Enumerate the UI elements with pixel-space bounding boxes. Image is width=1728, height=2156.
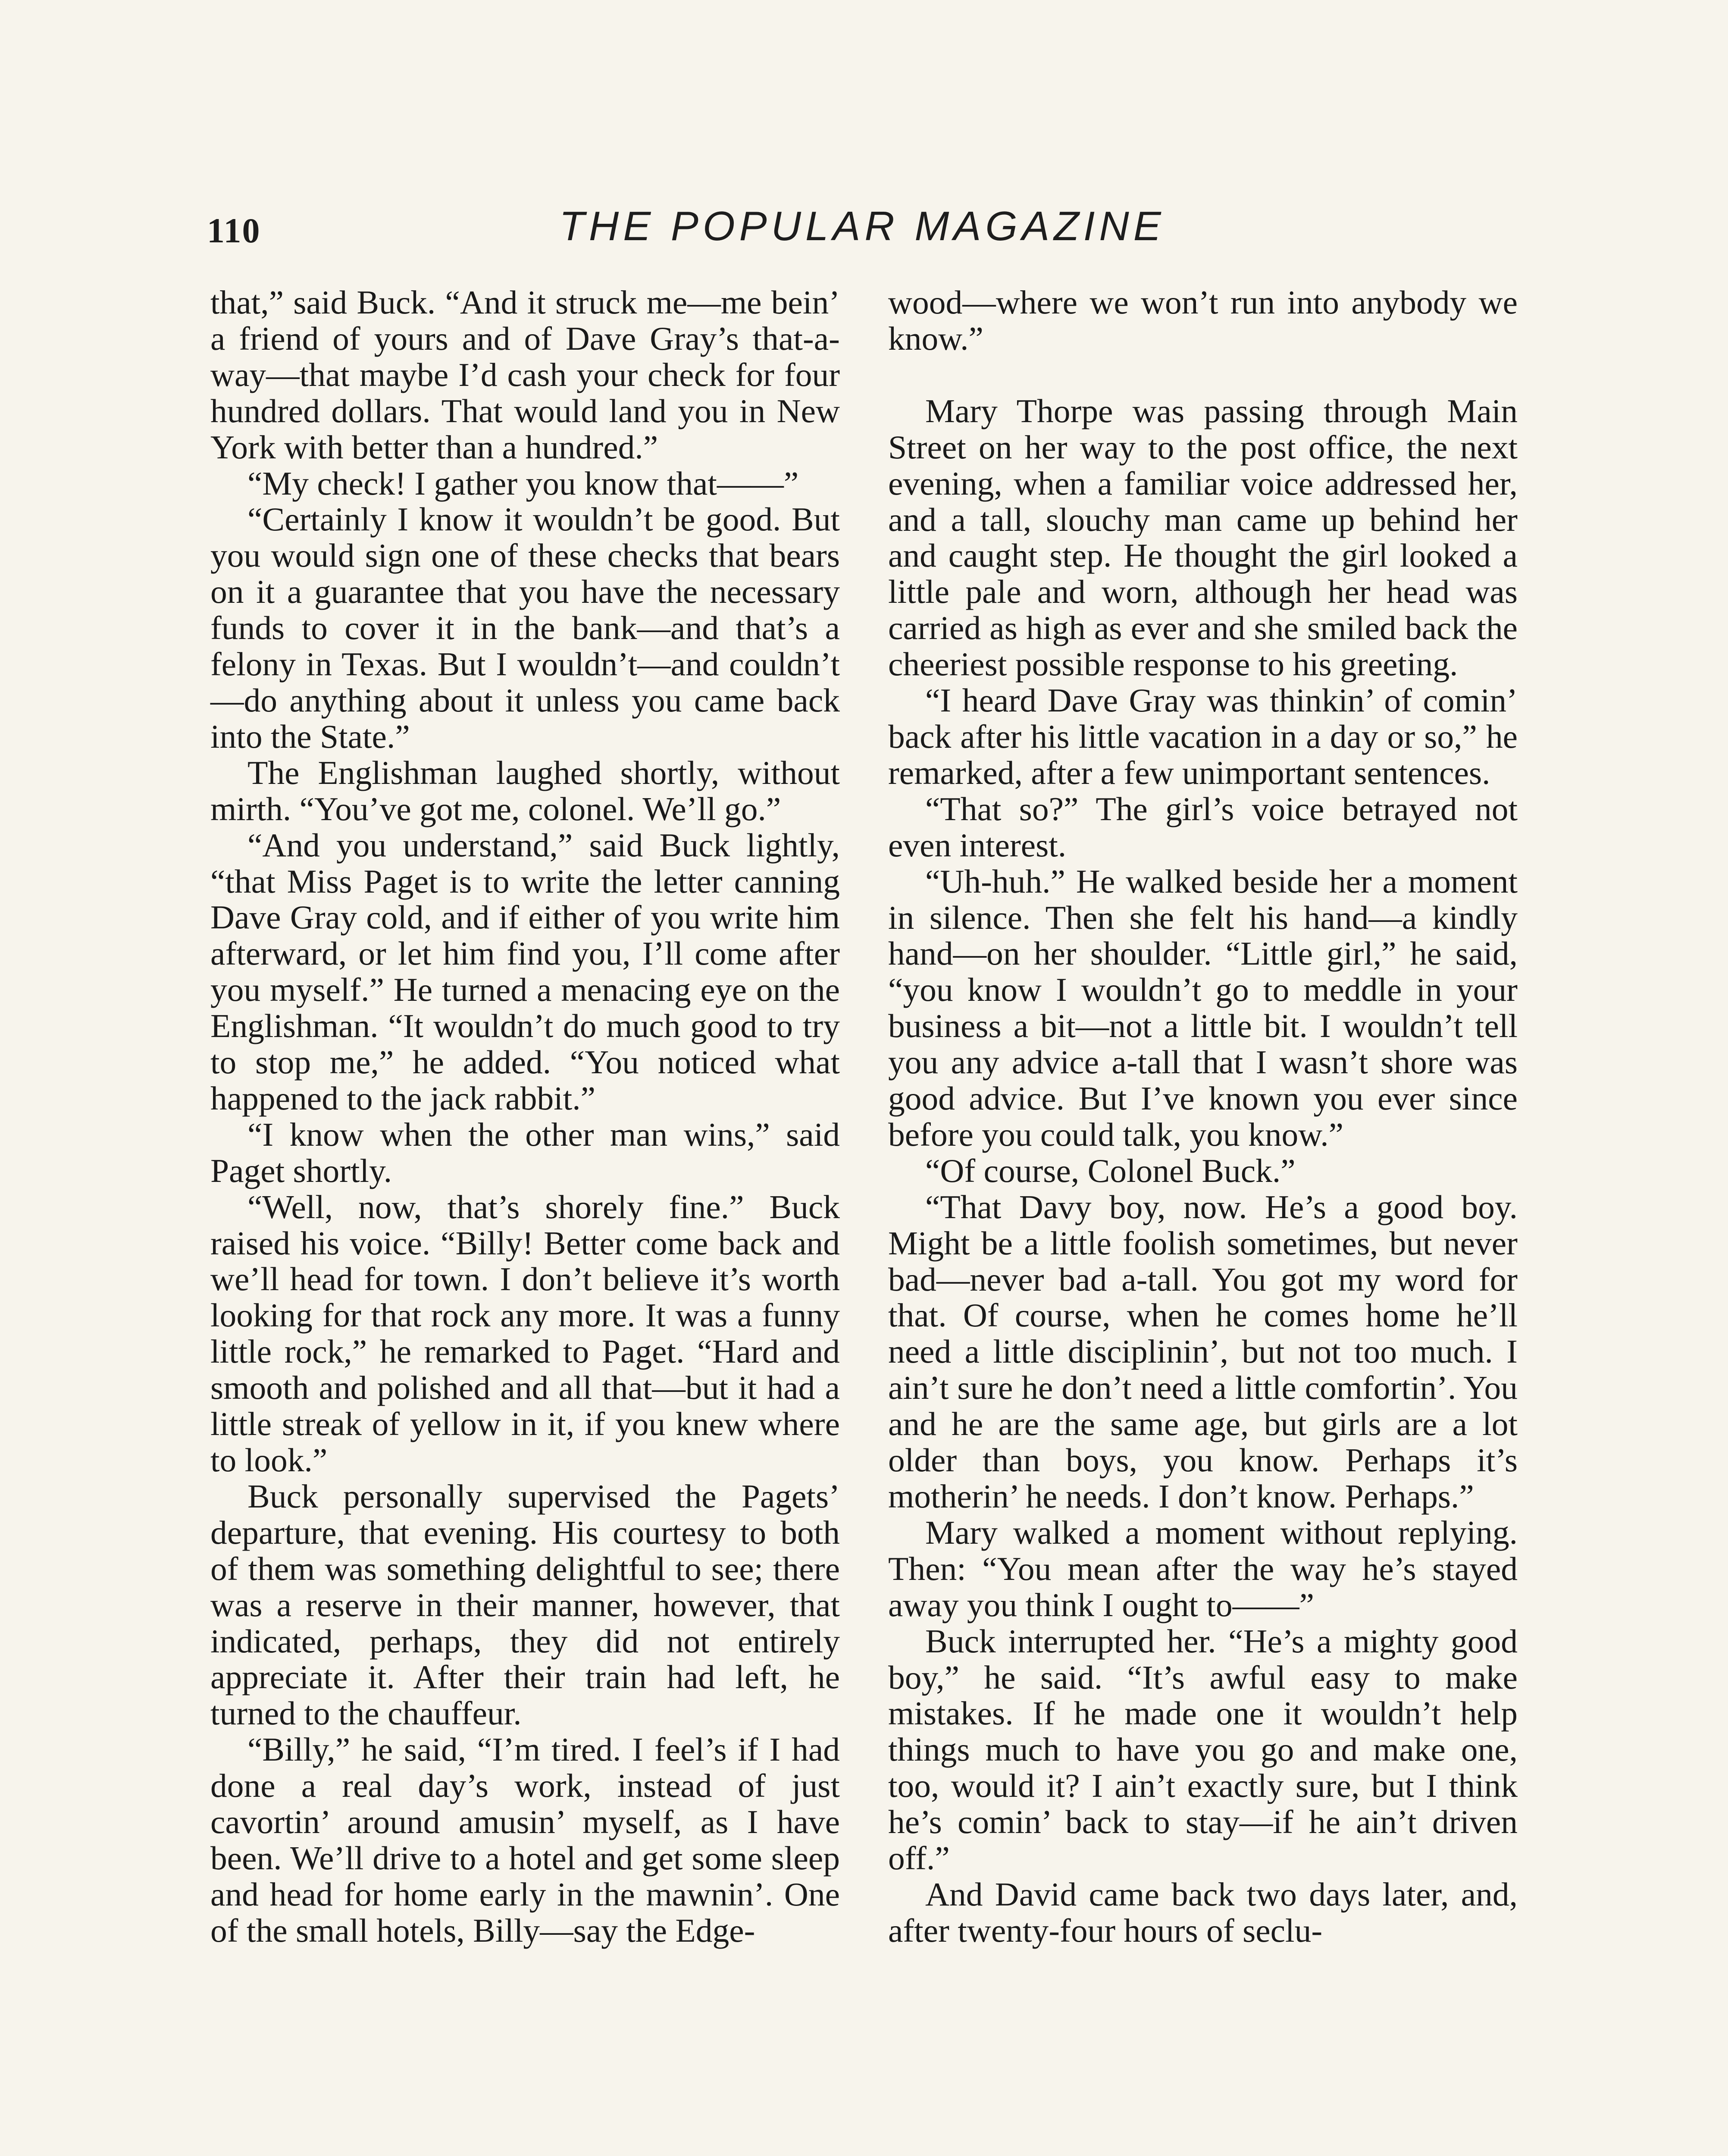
page-header <box>207 203 1518 259</box>
paragraph: Buck interrupted her. “He’s a mighty good boy,” he said. “It’s awful easy to make mistakes. If he made one it wouldn’t help things much to have you go and make one, too, would it? I ain’t exactly sure, but I think he’s comin’ back to stay—if he ain’t driven off.” <box>888 1622 1518 1877</box>
paragraph: Mary Thorpe was passing through Main Street on her way to the post office, the next evening, when a familiar voice addressed her, and a tall, slouchy man came up behind her and caught step. He thought the girl looked a little pale and worn, although her head was carried as high as ever and she smiled back the cheeriest possible response to his greeting. <box>888 392 1518 683</box>
page-number: 110 <box>207 211 261 250</box>
paragraph: Mary walked a moment without replying. Then: “You mean after the way he’s stayed away you think I ought to——” <box>888 1514 1518 1623</box>
paragraph: “Uh-huh.” He walked beside her a moment in silence. Then she felt his hand—a kindly hand—on her shoulder. “Little girl,” he said, “you know I wouldn’t go to meddle in your business a bit—not a little bit. I wouldn’t tell you any advice a-tall that I wasn’t shore was good advice. But I’ve known you ever since before you could talk, you know.” <box>888 862 1518 1153</box>
paragraph: The Englishman laughed shortly, without mirth. “You’ve got me, colonel. We’ll go.” <box>210 754 840 827</box>
paragraph: “Certainly I know it wouldn’t be good. But you would sign one of these checks that bears on it a guarantee that you have the necessary funds to cover it in the bank—and that’s a felony in Texas. But I wouldn’t—and couldn’t—do anything about it unless you came back into the State.” <box>210 501 840 755</box>
paragraph: “Billy,” he said, “I’m tired. I feel’s if I had done a real day’s work, instead of just cavortin’ around amusin’ myself, as I have been. We’ll drive to a hotel and get some sleep and head for home early in the mawnin’. One of the small hotels, Billy—say the Edge- <box>210 1731 840 1949</box>
running-title: THE POPULAR MAGAZINE <box>559 203 1165 249</box>
left-column <box>210 285 840 1949</box>
paragraph: “Well, now, that’s shorely fine.” Buck raised his voice. “Billy! Better come back and we’ll head for town. I don’t believe it’s worth looking for that rock any more. It was a funny little rock,” he remarked to Paget. “Hard and smooth and polished and all that—but it had a little streak of yellow in it, if you knew where to look.” <box>210 1188 840 1479</box>
paragraph: that,” said Buck. “And it struck me—me bein’ a friend of yours and of Dave Gray’s that-a-way—that maybe I’d cash your check for four hundred dollars. That would land you in New York with better than a hundred.” <box>210 284 840 466</box>
paragraph: “Of course, Colonel Buck.” <box>925 1152 1296 1189</box>
paragraph: “That Davy boy, now. He’s a good boy. Might be a little foolish sometimes, but never bad—never bad a-tall. You got my word for that. Of course, when he comes home he’ll need a little disciplinin’, but not too much. I ain’t sure he don’t need a little comfortin’. You and he are the same age, but girls are a lot older than boys, you know. Perhaps it’s motherin’ he needs. I don’t know. Perhaps.” <box>888 1188 1518 1515</box>
right-column <box>888 285 1518 1949</box>
paragraph: “I know when the other man wins,” said Paget shortly. <box>210 1116 840 1189</box>
paragraph: Buck personally supervised the Pagets’ departure, that evening. His courtesy to both of them was something delightful to see; there was a reserve in their manner, however, that indicated, perhaps, they did not entirely appreciate it. After their train had left, he turned to the chauffeur. <box>210 1477 840 1732</box>
paragraph: “That so?” The girl’s voice betrayed not even interest. <box>888 790 1518 864</box>
paragraph: “I heard Dave Gray was thinkin’ of comin’ back after his little vacation in a day or so,” he remarked, after a few unimportant sentences. <box>888 682 1518 791</box>
paragraph: “And you understand,” said Buck lightly, “that Miss Paget is to write the letter canning Dave Gray cold, and if either of you write him afterward, or let him find you, I’ll come after you myself.” He turned a menacing eye on the Englishman. “It wouldn’t do much good to try to stop me,” he added. “You noticed what happened to the jack rabbit.” <box>210 826 840 1117</box>
paragraph: And David came back two days later, and, after twenty-four hours of seclu- <box>888 1875 1518 1949</box>
paragraph: “My check! I gather you know that——” <box>247 464 799 502</box>
paragraph: wood—where we won’t run into anybody we know.” <box>888 284 1518 357</box>
